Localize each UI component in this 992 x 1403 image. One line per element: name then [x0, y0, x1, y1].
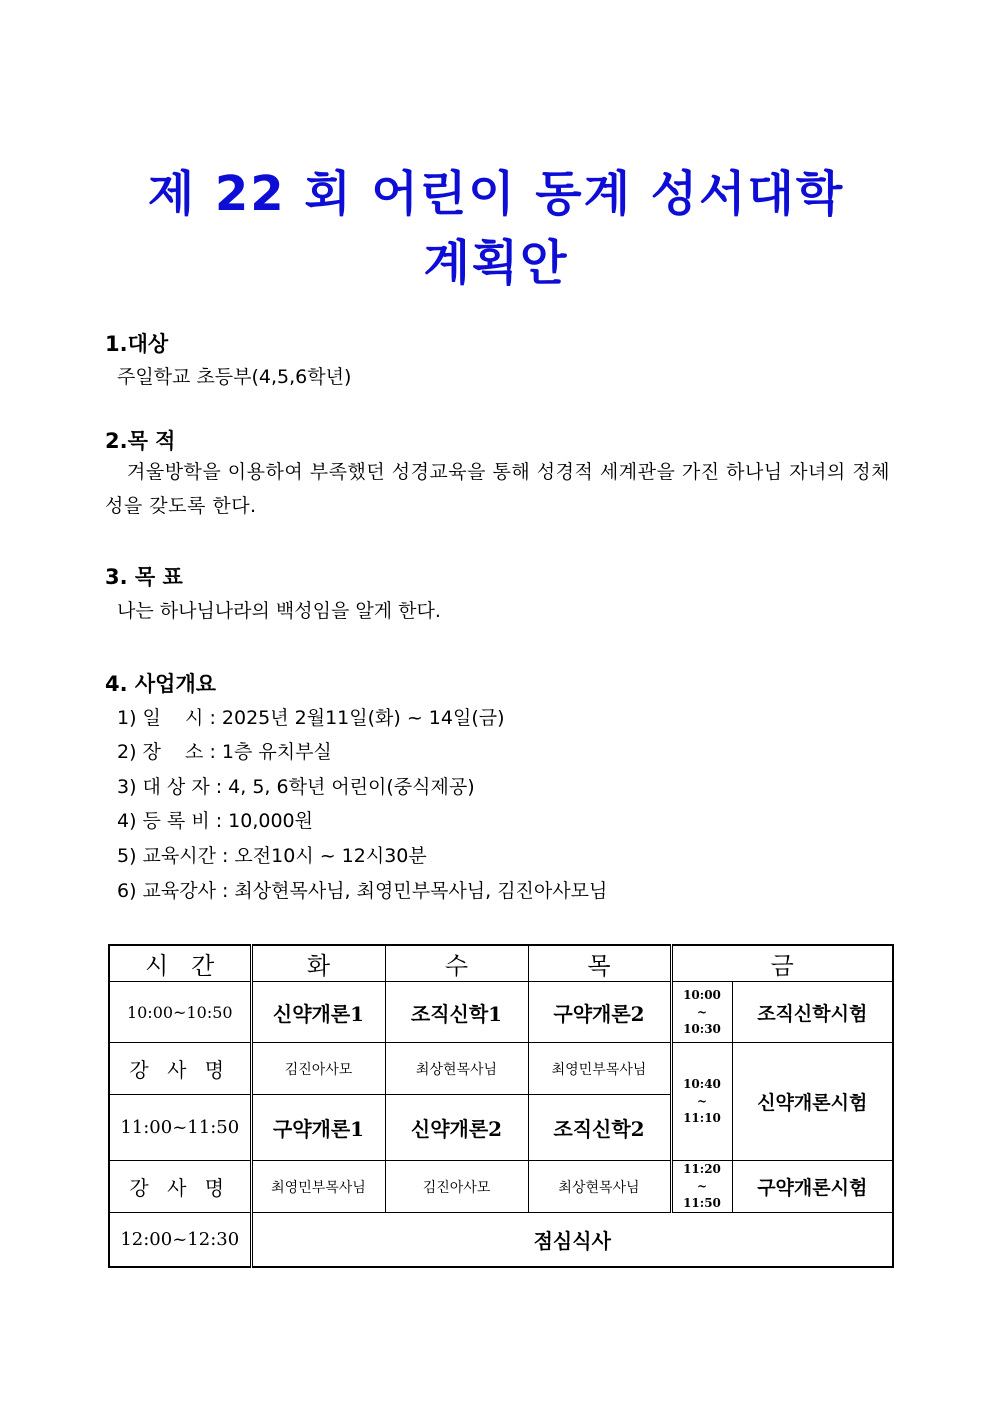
- slot-end: 10:30: [683, 1021, 721, 1036]
- section-heading-purpose: 2.목 적: [105, 429, 176, 453]
- exam-cell: 조직신학시험: [732, 982, 893, 1043]
- slot-end: 11:10: [683, 1111, 721, 1125]
- slot-start: 10:00: [683, 987, 721, 1002]
- header-fri: 금: [671, 945, 893, 982]
- slot-sep: ~: [696, 1094, 708, 1108]
- header-time: 시 간: [109, 945, 251, 982]
- instructor-cell: 최영민부목사님: [528, 1043, 671, 1095]
- slot-sep: ~: [696, 1004, 708, 1019]
- schedule-row-5: [109, 1213, 893, 1267]
- document-title-line2: 계획안: [423, 235, 569, 291]
- overview-item-fee: 4) 등 록 비 : 10,000원: [117, 810, 313, 832]
- course-cell: 조직신학1: [385, 982, 528, 1043]
- overview-item-target: 3) 대 상 자 : 4, 5, 6학년 어린이(중식제공): [117, 776, 475, 798]
- overview-item-place: 2) 장 소 : 1층 유치부실: [117, 741, 332, 763]
- time-cell: 12:00~12:30: [109, 1213, 251, 1267]
- slot-start: 11:20: [683, 1162, 721, 1176]
- header-thu: 목: [528, 945, 671, 982]
- section-heading-overview: 4. 사업개요: [105, 672, 217, 696]
- slot-start: 10:40: [683, 1077, 721, 1091]
- schedule-table: [108, 944, 894, 1268]
- section-text-purpose: 겨울방학을 이용하여 부족했던 성경교육을 통해 성경적 세계관을 가진 하나님 자녀의 정체성을 갖도록 한다.: [105, 461, 890, 517]
- section-heading-target: 1.대상: [105, 332, 169, 356]
- exam-slot-cell: [671, 1043, 732, 1161]
- exam-cell: 구약개론시험: [732, 1161, 893, 1213]
- instructor-cell: 김진아사모: [385, 1161, 528, 1213]
- time-cell: 10:00~10:50: [109, 982, 251, 1043]
- instructor-label: 강 사 명: [109, 1043, 251, 1095]
- schedule-row-4: [109, 1161, 893, 1213]
- course-cell: 신약개론1: [251, 982, 385, 1043]
- overview-item-date: 1) 일 시 : 2025년 2월11일(화) ~ 14일(금): [117, 707, 505, 729]
- course-cell: 신약개론2: [385, 1095, 528, 1161]
- overview-item-instructors: 6) 교육강사 : 최상현목사님, 최영민부목사님, 김진아사모님: [117, 880, 608, 902]
- section-text-target: 주일학교 초등부(4,5,6학년): [117, 366, 352, 388]
- course-cell: 조직신학2: [528, 1095, 671, 1161]
- header-tue: 화: [251, 945, 385, 982]
- exam-cell: 신약개론시험: [732, 1043, 893, 1161]
- slot-sep: ~: [696, 1179, 708, 1193]
- course-cell: 구약개론2: [528, 982, 671, 1043]
- slot-end: 11:50: [683, 1196, 721, 1210]
- instructor-cell: 최상현목사님: [385, 1043, 528, 1095]
- schedule-row-1: [109, 982, 893, 1043]
- section-heading-goal: 3. 목 표: [105, 565, 183, 589]
- lunch-cell: 점심식사: [251, 1213, 893, 1267]
- exam-slot-cell: [671, 982, 732, 1043]
- instructor-cell: 최상현목사님: [528, 1161, 671, 1213]
- document-title-line1: 제 22 회 어린이 동계 성서대학: [147, 166, 845, 222]
- schedule-header-row: [109, 945, 893, 982]
- section-text-goal: 나는 하나님나라의 백성임을 알게 한다.: [117, 600, 441, 622]
- header-wed: 수: [385, 945, 528, 982]
- overview-item-hours: 5) 교육시간 : 오전10시 ~ 12시30분: [117, 845, 427, 867]
- instructor-cell: 최영민부목사님: [251, 1161, 385, 1213]
- time-cell: 11:00~11:50: [109, 1095, 251, 1161]
- schedule-row-2: [109, 1043, 893, 1095]
- instructor-cell: 김진아사모: [251, 1043, 385, 1095]
- course-cell: 구약개론1: [251, 1095, 385, 1161]
- instructor-label: 강 사 명: [109, 1161, 251, 1213]
- exam-slot-cell: [671, 1161, 732, 1213]
